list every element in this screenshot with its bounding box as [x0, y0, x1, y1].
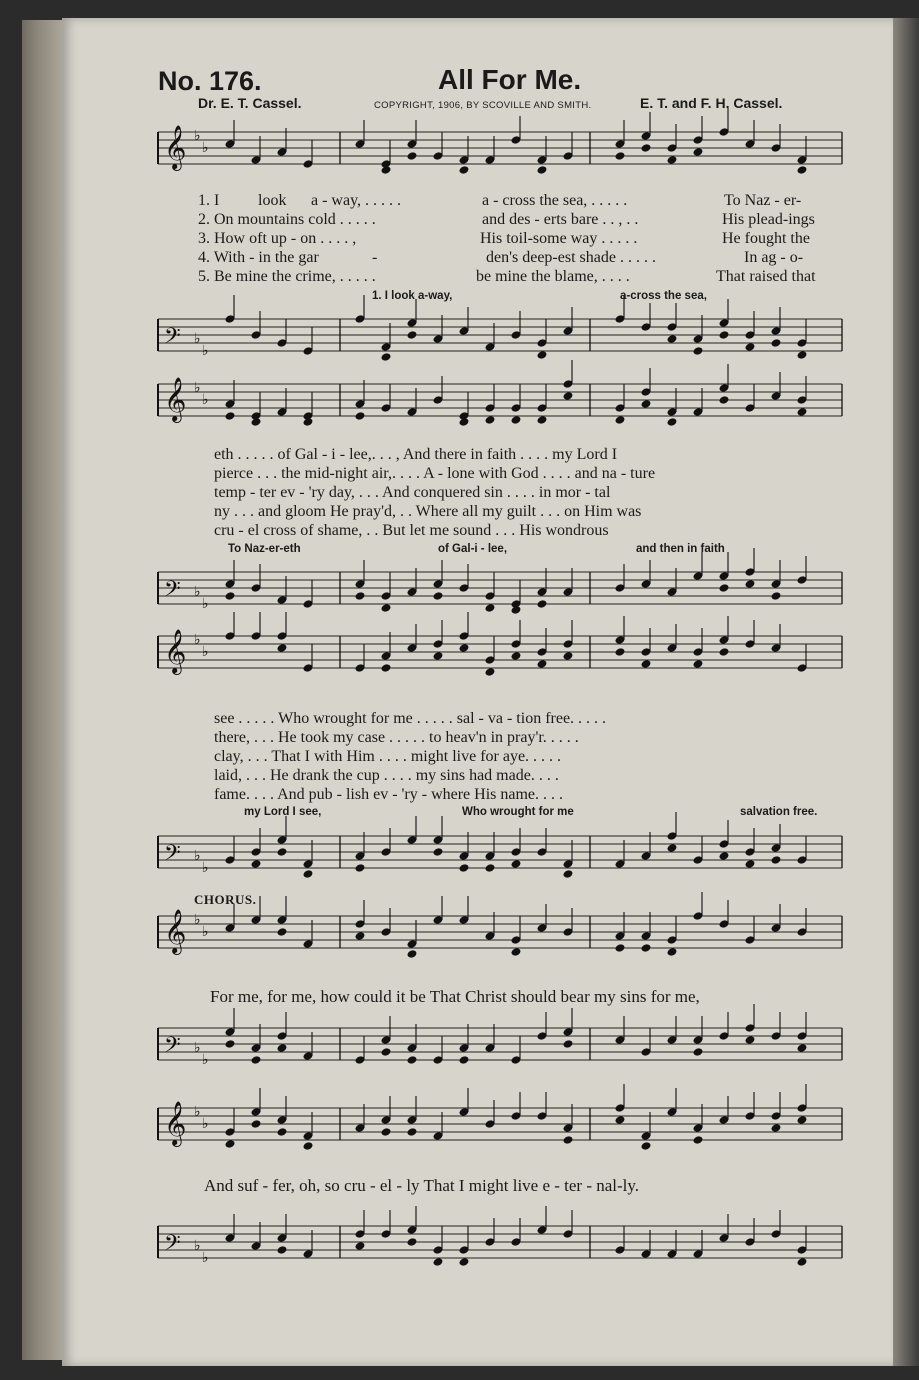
bass-staff-system-3	[150, 822, 846, 882]
treble-staff-system-2	[150, 370, 846, 450]
note-head	[641, 943, 652, 953]
flat-icon: ♭	[202, 140, 209, 156]
note-head	[277, 927, 288, 937]
bass-clef-icon: 𝄢	[164, 577, 181, 607]
note-head	[277, 1127, 288, 1137]
book-gutter	[893, 18, 919, 1366]
note-head	[303, 869, 314, 879]
note-head	[511, 415, 522, 425]
note-head	[251, 1119, 262, 1129]
note-head	[745, 579, 756, 589]
note-head	[797, 1043, 808, 1053]
verse-2-col-1: 2. On mountains cold . . . . .	[198, 211, 376, 228]
flat-icon: ♭	[202, 644, 209, 660]
note-head	[537, 165, 548, 175]
flat-icon: ♭	[194, 331, 201, 347]
verse-3-col-5: He fought the	[722, 230, 810, 247]
music-credit: E. T. and F. H. Cassel.	[640, 95, 783, 111]
flat-icon: ♭	[194, 848, 201, 864]
note-head	[459, 417, 470, 427]
flat-icon: ♭	[202, 343, 209, 359]
note-head	[693, 659, 704, 669]
note-head	[381, 352, 392, 362]
verse-1-col-5: To Naz - er-	[724, 192, 802, 209]
note-head	[225, 591, 236, 601]
note-head	[485, 415, 496, 425]
note-head	[303, 1141, 314, 1151]
verse-4-col-1: 4. With - in the gar	[198, 249, 319, 266]
note-head	[615, 151, 626, 161]
flat-icon: ♭	[202, 1250, 209, 1266]
note-head	[615, 943, 626, 953]
bass-cue: my Lord I see,	[244, 806, 322, 818]
treble-staff-chorus-2	[150, 1094, 846, 1174]
bass-cue: of Gal-i - lee,	[438, 543, 508, 555]
flat-icon: ♭	[194, 1104, 201, 1120]
verse-3-col-1: 3. How oft up - on . . . . ,	[198, 230, 357, 247]
chorus-lyric-line-2: And suf - fer, oh, so cru - el - ly That I might live e - ter - nal-ly.	[204, 1176, 640, 1195]
flat-icon: ♭	[194, 1238, 201, 1254]
bass-cue: a-cross the sea,	[620, 290, 707, 302]
note-head	[771, 855, 782, 865]
note-head	[485, 603, 496, 613]
verse-1-line: see . . . . . Who wrought for me . . . . . sal - va - tion free. . . . .	[214, 710, 607, 727]
note-head	[719, 330, 730, 340]
note-head	[355, 411, 366, 421]
verse-4-col-4: den's deep-est shade . . . . .	[486, 249, 656, 266]
bass-staff-system-2	[150, 558, 846, 618]
treble-staff-chorus-1	[150, 902, 846, 982]
note-head	[641, 659, 652, 669]
note-head	[563, 391, 574, 401]
flat-icon: ♭	[202, 1052, 209, 1068]
flat-icon: ♭	[202, 392, 209, 408]
note-head	[615, 1115, 626, 1125]
note-head	[407, 1055, 418, 1065]
verse-3-col-4: His toil-some way . . . . .	[480, 230, 638, 247]
verse-1-line: eth . . . . . of Gal - i - lee,. . . , And there in faith . . . . my Lord I	[214, 446, 618, 463]
note-head	[251, 417, 262, 427]
bass-cue: To Naz-er-eth	[228, 543, 301, 555]
note-head	[381, 1047, 392, 1057]
flat-icon: ♭	[194, 1040, 201, 1056]
note-head	[355, 863, 366, 873]
note-head	[407, 1127, 418, 1137]
note-head	[407, 151, 418, 161]
treble-staff-system-3	[150, 622, 846, 702]
chorus-lyric-line-1: For me, for me, how could it be That Christ should bear my sins for me,	[210, 987, 700, 1006]
note-head	[745, 1035, 756, 1045]
verse-2-col-5: His plead-ings	[722, 211, 815, 228]
note-head	[407, 1237, 418, 1247]
bass-clef-icon: 𝄢	[164, 1231, 181, 1261]
note-head	[433, 1257, 444, 1267]
note-head	[407, 949, 418, 959]
verse-1-col-2: look	[258, 192, 287, 209]
note-head	[615, 647, 626, 657]
flat-icon: ♭	[202, 860, 209, 876]
note-head	[797, 350, 808, 360]
note-head	[407, 330, 418, 340]
bass-staff-chorus-2	[150, 1212, 846, 1282]
note-head	[563, 869, 574, 879]
verse-4-line: laid, . . . He drank the cup . . . . my sins had made. . . .	[214, 767, 559, 784]
note-head	[355, 591, 366, 601]
note-head	[615, 415, 626, 425]
note-head	[433, 591, 444, 601]
note-head	[485, 863, 496, 873]
flat-icon: ♭	[202, 596, 209, 612]
verse-4-col-5: In ag - o-	[744, 249, 804, 266]
note-head	[563, 1135, 574, 1145]
note-head	[719, 395, 730, 405]
note-head	[797, 407, 808, 417]
note-head	[225, 1039, 236, 1049]
treble-clef-icon: 𝄞	[164, 1101, 187, 1145]
note-head	[771, 1123, 782, 1133]
bass-cue: and then in faith	[636, 543, 725, 555]
note-head	[537, 415, 548, 425]
treble-clef-icon: 𝄞	[164, 629, 187, 673]
verse-5-col-5: That raised that	[716, 268, 816, 285]
note-head	[459, 643, 470, 653]
note-head	[537, 350, 548, 360]
note-head	[485, 667, 496, 677]
note-head	[719, 583, 730, 593]
note-head	[459, 1055, 470, 1065]
note-head	[563, 1039, 574, 1049]
note-head	[277, 847, 288, 857]
note-head	[641, 143, 652, 153]
flat-icon: ♭	[194, 584, 201, 600]
treble-clef-icon: 𝄞	[164, 377, 187, 421]
treble-clef-icon: 𝄞	[164, 125, 187, 169]
verse-4-col-3: -	[372, 249, 378, 266]
verse-1-col-3: a - way, . . . . .	[311, 192, 402, 209]
note-head	[381, 663, 392, 673]
note-head	[225, 411, 236, 421]
note-head	[719, 851, 730, 861]
note-head	[719, 647, 730, 657]
note-head	[745, 342, 756, 352]
note-head	[797, 1257, 808, 1267]
hymn-title: All For Me.	[438, 64, 582, 95]
flat-icon: ♭	[202, 1116, 209, 1132]
treble-staff-system-1	[150, 118, 846, 198]
note-head	[641, 399, 652, 409]
note-head	[563, 651, 574, 661]
bass-clef-icon: 𝄢	[164, 1033, 181, 1063]
note-head	[277, 1245, 288, 1255]
bass-cue: 1. I look a-way,	[372, 290, 453, 302]
note-head	[433, 651, 444, 661]
note-head	[641, 1141, 652, 1151]
note-head	[771, 338, 782, 348]
verse-5-col-4: be mine the blame, . . . .	[476, 268, 630, 285]
note-head	[797, 165, 808, 175]
note-head	[537, 659, 548, 669]
note-head	[355, 1241, 366, 1251]
note-head	[693, 1047, 704, 1057]
note-head	[459, 165, 470, 175]
note-head	[277, 1043, 288, 1053]
note-head	[667, 947, 678, 957]
note-head	[433, 847, 444, 857]
verse-2-line: pierce . . . the mid-night air,. . . . A - lone with God . . . . and na - ture	[214, 465, 656, 482]
flat-icon: ♭	[194, 128, 201, 144]
note-head	[459, 1257, 470, 1267]
note-head	[667, 417, 678, 427]
verse-5-line: cru - el cross of shame, . . But let me sound . . . His wondrous	[214, 522, 609, 539]
note-head	[693, 346, 704, 356]
note-head	[303, 417, 314, 427]
note-head	[355, 931, 366, 941]
verse-2-col-4: and des - erts bare . . , . .	[482, 211, 639, 228]
note-head	[459, 863, 470, 873]
note-head	[693, 147, 704, 157]
note-head	[667, 334, 678, 344]
flat-icon: ♭	[194, 632, 201, 648]
note-head	[797, 1115, 808, 1125]
flat-icon: ♭	[194, 380, 201, 396]
copyright-notice: COPYRIGHT, 1906, BY SCOVILLE AND SMITH.	[374, 100, 592, 111]
verse-1-col-1: 1. I	[198, 192, 220, 209]
bass-cue: salvation free.	[740, 806, 818, 818]
chorus-label: CHORUS.	[194, 892, 257, 907]
bass-clef-icon: 𝄢	[164, 841, 181, 871]
note-head	[511, 651, 522, 661]
flat-icon: ♭	[194, 912, 201, 928]
note-head	[381, 603, 392, 613]
words-credit: Dr. E. T. Cassel.	[198, 95, 302, 111]
flat-icon: ♭	[202, 924, 209, 940]
note-head	[251, 859, 262, 869]
note-head	[667, 843, 678, 853]
verse-5-col-1: 5. Be mine the crime, . . . . .	[198, 268, 376, 285]
note-head	[511, 859, 522, 869]
bass-staff-chorus-1	[150, 1014, 846, 1084]
hymn-number: No. 176.	[158, 66, 262, 96]
note-head	[745, 859, 756, 869]
treble-clef-icon: 𝄞	[164, 909, 187, 953]
note-head	[381, 1127, 392, 1137]
note-head	[771, 591, 782, 601]
verse-1-col-4: a - cross the sea, . . . . .	[482, 192, 628, 209]
verse-2-line: there, . . . He took my case . . . . . to heav'n in pray'r. . . . .	[214, 729, 579, 746]
bass-cue: Who wrought for me	[462, 806, 574, 818]
note-head	[667, 155, 678, 165]
verse-3-line: clay, . . . That I with Him . . . . might live for aye. . . . .	[214, 748, 562, 765]
verse-3-line: temp - ter ev - 'ry day, . . . And conquered sin . . . . in mor - tal	[214, 484, 611, 501]
note-head	[381, 165, 392, 175]
bass-clef-icon: 𝄢	[164, 324, 181, 354]
verse-4-line: ny . . . and gloom He pray'd, . . Where all my guilt . . . on Him was	[214, 503, 642, 520]
note-head	[511, 947, 522, 957]
note-head	[251, 1055, 262, 1065]
note-head	[225, 1139, 236, 1149]
note-head	[511, 605, 522, 615]
note-head	[277, 643, 288, 653]
note-head	[537, 599, 548, 609]
note-head	[693, 1135, 704, 1145]
bass-staff-system-1	[150, 305, 846, 365]
verse-5-line: fame. . . . And pub - lish ev - 'ry - where His name. . . .	[214, 786, 564, 803]
